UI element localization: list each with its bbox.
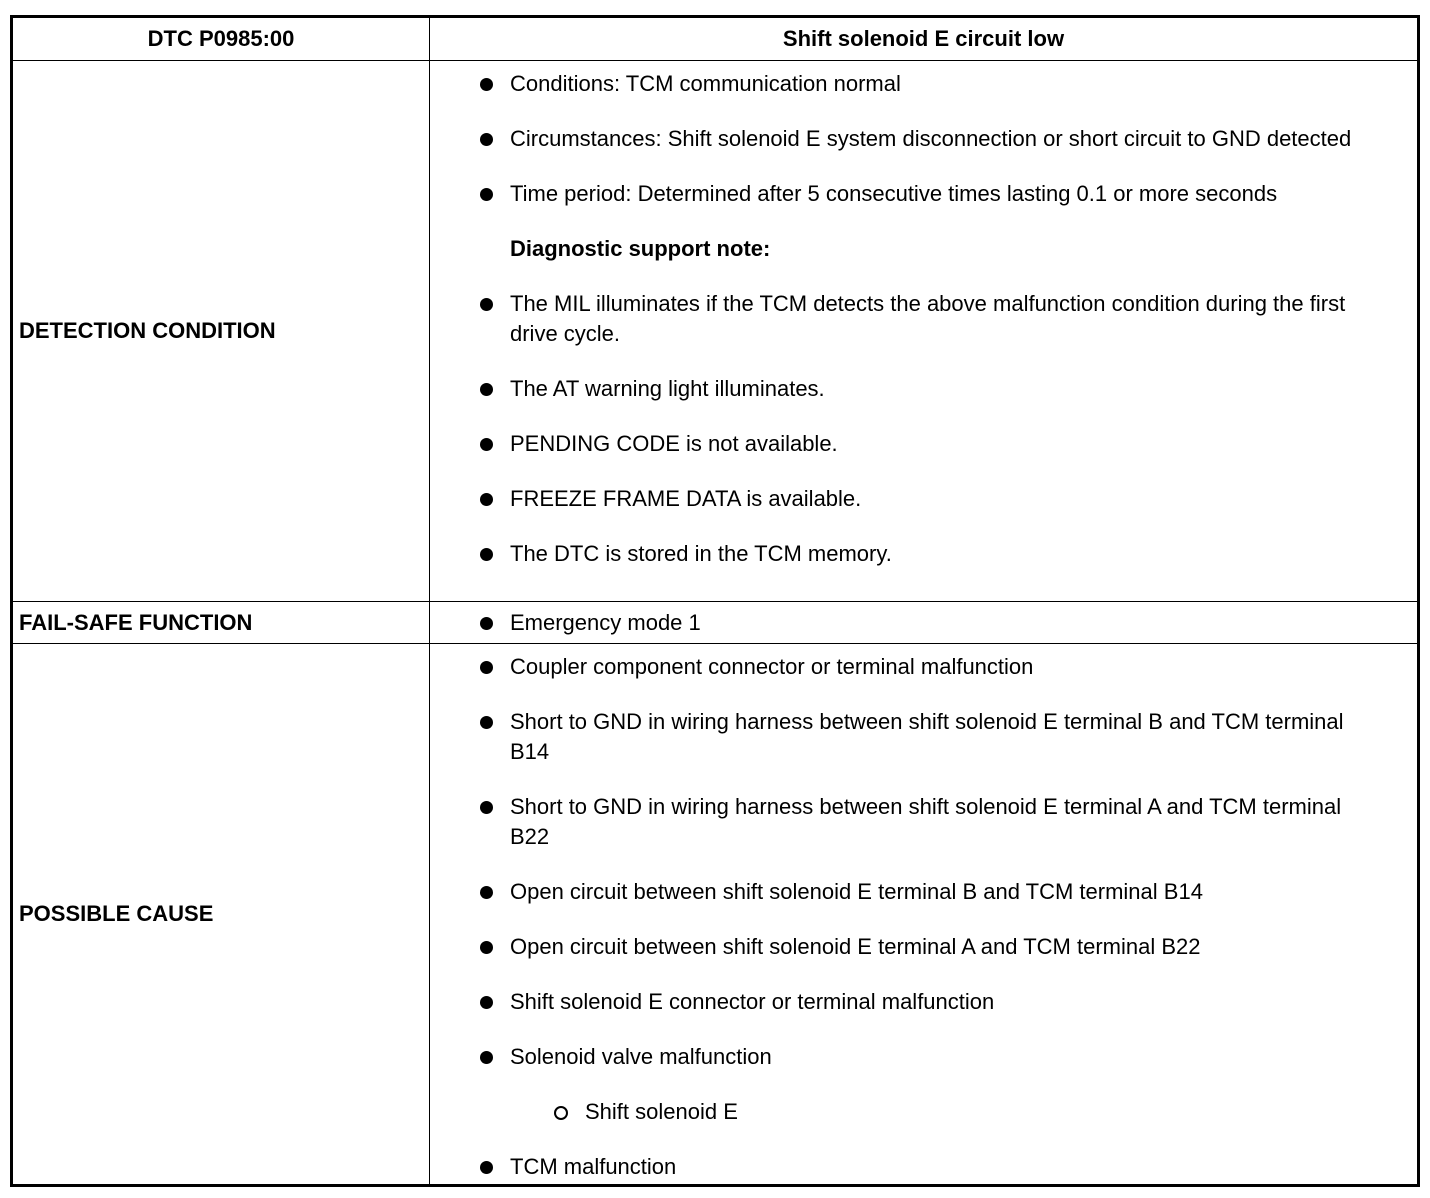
bullet-icon bbox=[480, 941, 493, 954]
diagnostic-note-heading: Diagnostic support note: bbox=[510, 236, 771, 261]
list-item: Open circuit between shift solenoid E terminal A and TCM terminal B22 bbox=[430, 932, 1381, 962]
fail-safe-label: FAIL-SAFE FUNCTION bbox=[12, 602, 430, 644]
list-item: Time period: Determined after 5 consecutive times lasting 0.1 or more seconds bbox=[430, 179, 1381, 209]
detection-condition-content bbox=[430, 61, 1419, 602]
header-row bbox=[12, 17, 1419, 61]
bullet-icon bbox=[480, 188, 493, 201]
list-item: Emergency mode 1 bbox=[430, 608, 1381, 638]
bullet-icon bbox=[480, 383, 493, 396]
list-item: Circumstances: Shift solenoid E system disconnection or short circuit to GND detected bbox=[430, 124, 1381, 154]
dtc-title: Shift solenoid E circuit low bbox=[430, 17, 1419, 61]
bullet-icon bbox=[480, 133, 493, 146]
sub-list-item: Shift solenoid E bbox=[430, 1097, 1381, 1127]
dtc-table bbox=[10, 15, 1420, 1187]
detection-condition-label: DETECTION CONDITION bbox=[12, 61, 430, 602]
dtc-code: DTC P0985:00 bbox=[12, 17, 430, 61]
bullet-icon bbox=[480, 661, 493, 674]
list-item: The MIL illuminates if the TCM detects the above malfunction condition during the first drive cycle. bbox=[430, 289, 1381, 349]
bullet-icon bbox=[480, 716, 493, 729]
bullet-icon bbox=[480, 996, 493, 1009]
list-item: PENDING CODE is not available. bbox=[430, 429, 1381, 459]
bullet-icon bbox=[480, 298, 493, 311]
fail-safe-row bbox=[12, 602, 1419, 644]
list-item: Coupler component connector or terminal malfunction bbox=[430, 652, 1381, 682]
detection-condition-row bbox=[12, 61, 1419, 602]
list-item: Solenoid valve malfunction bbox=[430, 1042, 1381, 1072]
fail-safe-content bbox=[430, 602, 1419, 644]
possible-cause-content bbox=[430, 644, 1419, 1186]
bullet-icon bbox=[480, 78, 493, 91]
list-item: Conditions: TCM communication normal bbox=[430, 69, 1381, 99]
bullet-icon bbox=[480, 1161, 493, 1174]
bullet-icon bbox=[480, 493, 493, 506]
possible-cause-list bbox=[430, 652, 1381, 1182]
list-item: TCM malfunction bbox=[430, 1152, 1381, 1182]
list-item: Short to GND in wiring harness between shift solenoid E terminal B and TCM terminal B14 bbox=[430, 707, 1381, 767]
bullet-icon bbox=[480, 801, 493, 814]
bullet-icon bbox=[480, 438, 493, 451]
list-item: FREEZE FRAME DATA is available. bbox=[430, 484, 1381, 514]
list-item: The AT warning light illuminates. bbox=[430, 374, 1381, 404]
possible-cause-row bbox=[12, 644, 1419, 1186]
hollow-bullet-icon bbox=[554, 1106, 568, 1120]
bullet-icon bbox=[480, 886, 493, 899]
possible-cause-label: POSSIBLE CAUSE bbox=[12, 644, 430, 1186]
list-item: Open circuit between shift solenoid E terminal B and TCM terminal B14 bbox=[430, 877, 1381, 907]
bullet-icon bbox=[480, 1051, 493, 1064]
bullet-icon bbox=[480, 617, 493, 630]
fail-safe-list bbox=[430, 608, 1381, 638]
list-item: Shift solenoid E connector or terminal malfunction bbox=[430, 987, 1381, 1017]
list-item: The DTC is stored in the TCM memory. bbox=[430, 539, 1381, 569]
detection-condition-list bbox=[430, 69, 1381, 569]
list-item: Short to GND in wiring harness between shift solenoid E terminal A and TCM terminal B22 bbox=[430, 792, 1381, 852]
bullet-icon bbox=[480, 548, 493, 561]
